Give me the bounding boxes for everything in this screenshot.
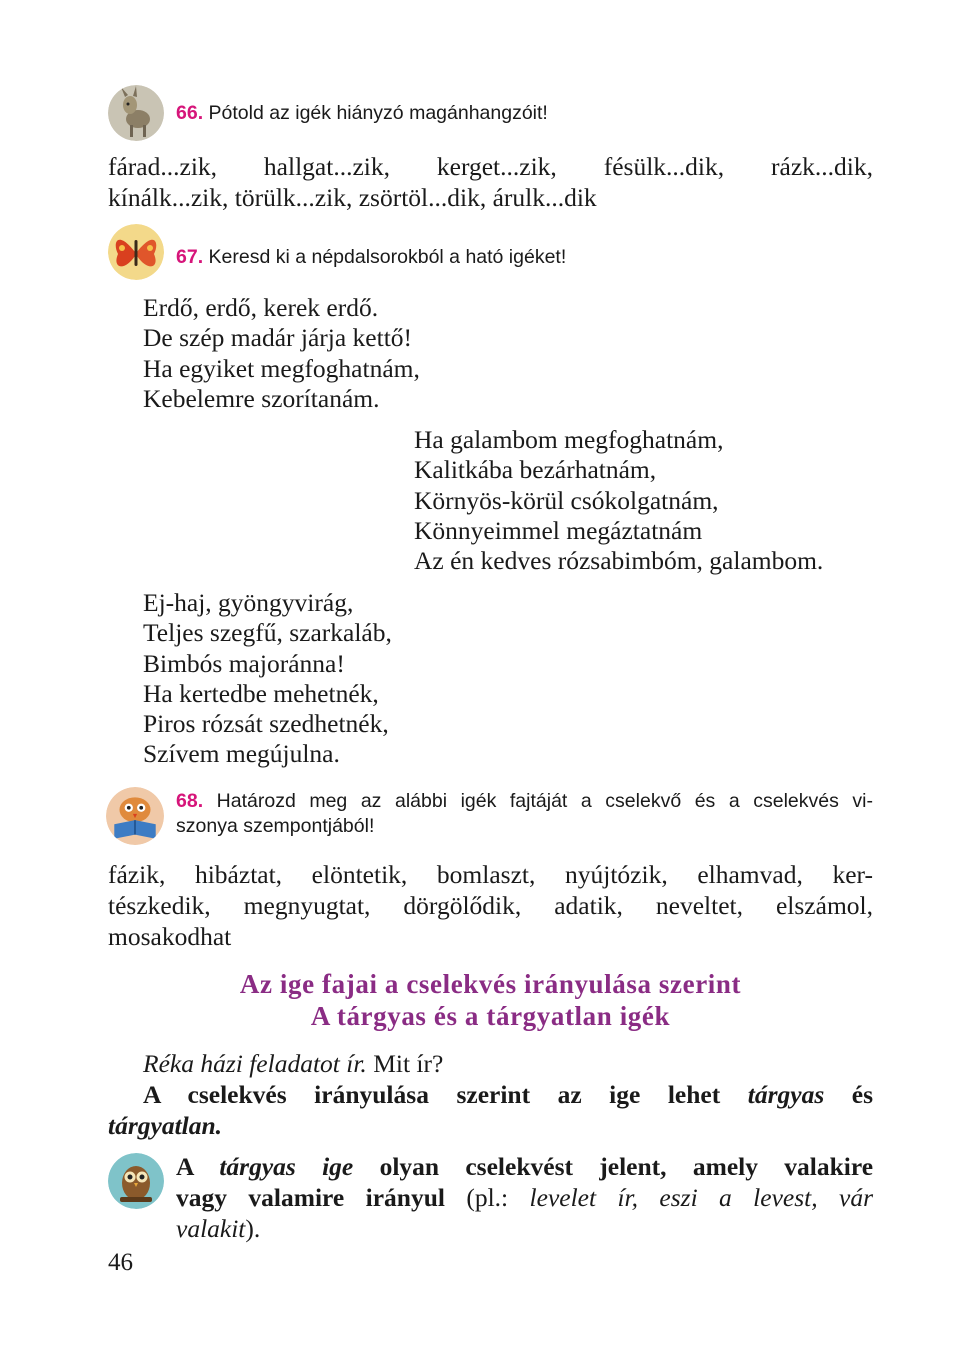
definition-examples: valakit — [176, 1214, 246, 1243]
rule-text: A cselekvés irányulása szerint az ige lehet — [143, 1080, 721, 1109]
instruction-text: Pótold az igék hiányzó magánhangzóit! — [208, 102, 548, 124]
rule-statement — [108, 1079, 873, 1141]
owl-icon — [108, 1153, 164, 1209]
verse-line: Ha galambom megfoghatnám, — [414, 425, 724, 454]
definition-examples: levelet ír, eszi a levest, vár — [529, 1183, 873, 1212]
verse-line: Ha kertedbe mehetnék, — [143, 678, 379, 708]
task-68-instruction — [176, 789, 873, 839]
folk-song-stanza-3 — [143, 588, 392, 770]
verse-line: Piros rózsát szedhetnék, — [143, 709, 389, 739]
exercise-line: fárad...zik, hallgat...zik, kerget...zik, fésülk...dik, rázk...dik, — [108, 152, 873, 181]
instruction-text: szonya szempontjából! — [176, 815, 375, 837]
definition-text: vagy valamire irányul — [176, 1183, 445, 1212]
exercise-line: fázik, hibáztat, elöntetik, bomlaszt, nyújtózik, elhamvad, ker- — [108, 860, 873, 889]
verse-line: Teljes szegfű, szarkaláb, — [143, 618, 392, 648]
verse-line: Kebelemre szorítanám. — [143, 383, 380, 413]
definition-paren: ). — [245, 1214, 261, 1243]
example-sentence — [143, 1048, 443, 1079]
verse-line: Ej-haj, gyöngyvirág, — [143, 588, 354, 617]
task-number: 67. — [176, 246, 204, 268]
section-subtitle-line: A tárgyas és a tárgyatlan igék — [310, 1001, 671, 1031]
section-title-line: Az ige fajai a cselekvés irányulása szerint — [239, 969, 742, 999]
exercise-line: tészkedik, megnyugtat, dörgölődik, adatik, neveltet, elszámol, — [108, 891, 873, 920]
task-68-exercise — [108, 859, 873, 952]
folk-song-stanza-1 — [143, 293, 420, 414]
definition-term: tárgyas ige — [219, 1152, 354, 1181]
verse-line: Környös-körül csókolgatnám, — [414, 485, 719, 515]
donkey-icon — [108, 85, 164, 141]
example-italic: Réka házi feladatot ír. — [143, 1049, 367, 1078]
task-67-instruction — [176, 245, 566, 270]
example-question: Mit ír? — [373, 1049, 444, 1078]
task-66-instruction — [176, 101, 548, 126]
verse-line: Szívem megújulna. — [143, 739, 340, 769]
verse-line: Erdő, erdő, kerek erdő. — [143, 293, 379, 322]
instruction-text: Határozd meg az alábbi igék fajtáját a cselekvő és a cselekvés vi- — [216, 790, 873, 812]
definition-text: olyan cselekvést jelent, amely valakire — [379, 1152, 874, 1181]
task-66-exercise — [108, 151, 873, 213]
instruction-text: Keresd ki a népdalsorokból a ható igéket! — [208, 246, 567, 268]
definition-block — [176, 1151, 873, 1244]
verse-line: Bimbós majoránna! — [143, 648, 345, 678]
verse-line: De szép madár járja kettő! — [143, 323, 413, 353]
verse-line: Könnyeimmel megáztatnám — [414, 515, 703, 545]
reading-bird-icon — [106, 787, 164, 845]
butterfly-icon — [108, 224, 164, 280]
folk-song-stanza-2 — [414, 425, 823, 576]
verse-line: Az én kedves rózsabimbóm, galambom. — [414, 546, 824, 576]
exercise-line: kínálk...zik, törülk...zik, zsörtöl...dik, árulk...dik — [108, 183, 597, 212]
definition-text: A — [176, 1152, 194, 1181]
section-title — [108, 968, 873, 1032]
rule-term: tárgyatlan. — [108, 1111, 223, 1140]
exercise-line: mosakodhat — [108, 922, 232, 951]
task-number: 66. — [176, 102, 204, 124]
verse-line: Kalitkába bezárhatnám, — [414, 455, 657, 485]
task-number: 68. — [176, 790, 204, 812]
definition-paren: (pl.: — [466, 1183, 509, 1212]
verse-line: Ha egyiket megfoghatnám, — [143, 353, 420, 383]
rule-term: tárgyas — [747, 1080, 825, 1109]
rule-text: és — [851, 1080, 874, 1109]
page-number: 46 — [108, 1249, 133, 1276]
